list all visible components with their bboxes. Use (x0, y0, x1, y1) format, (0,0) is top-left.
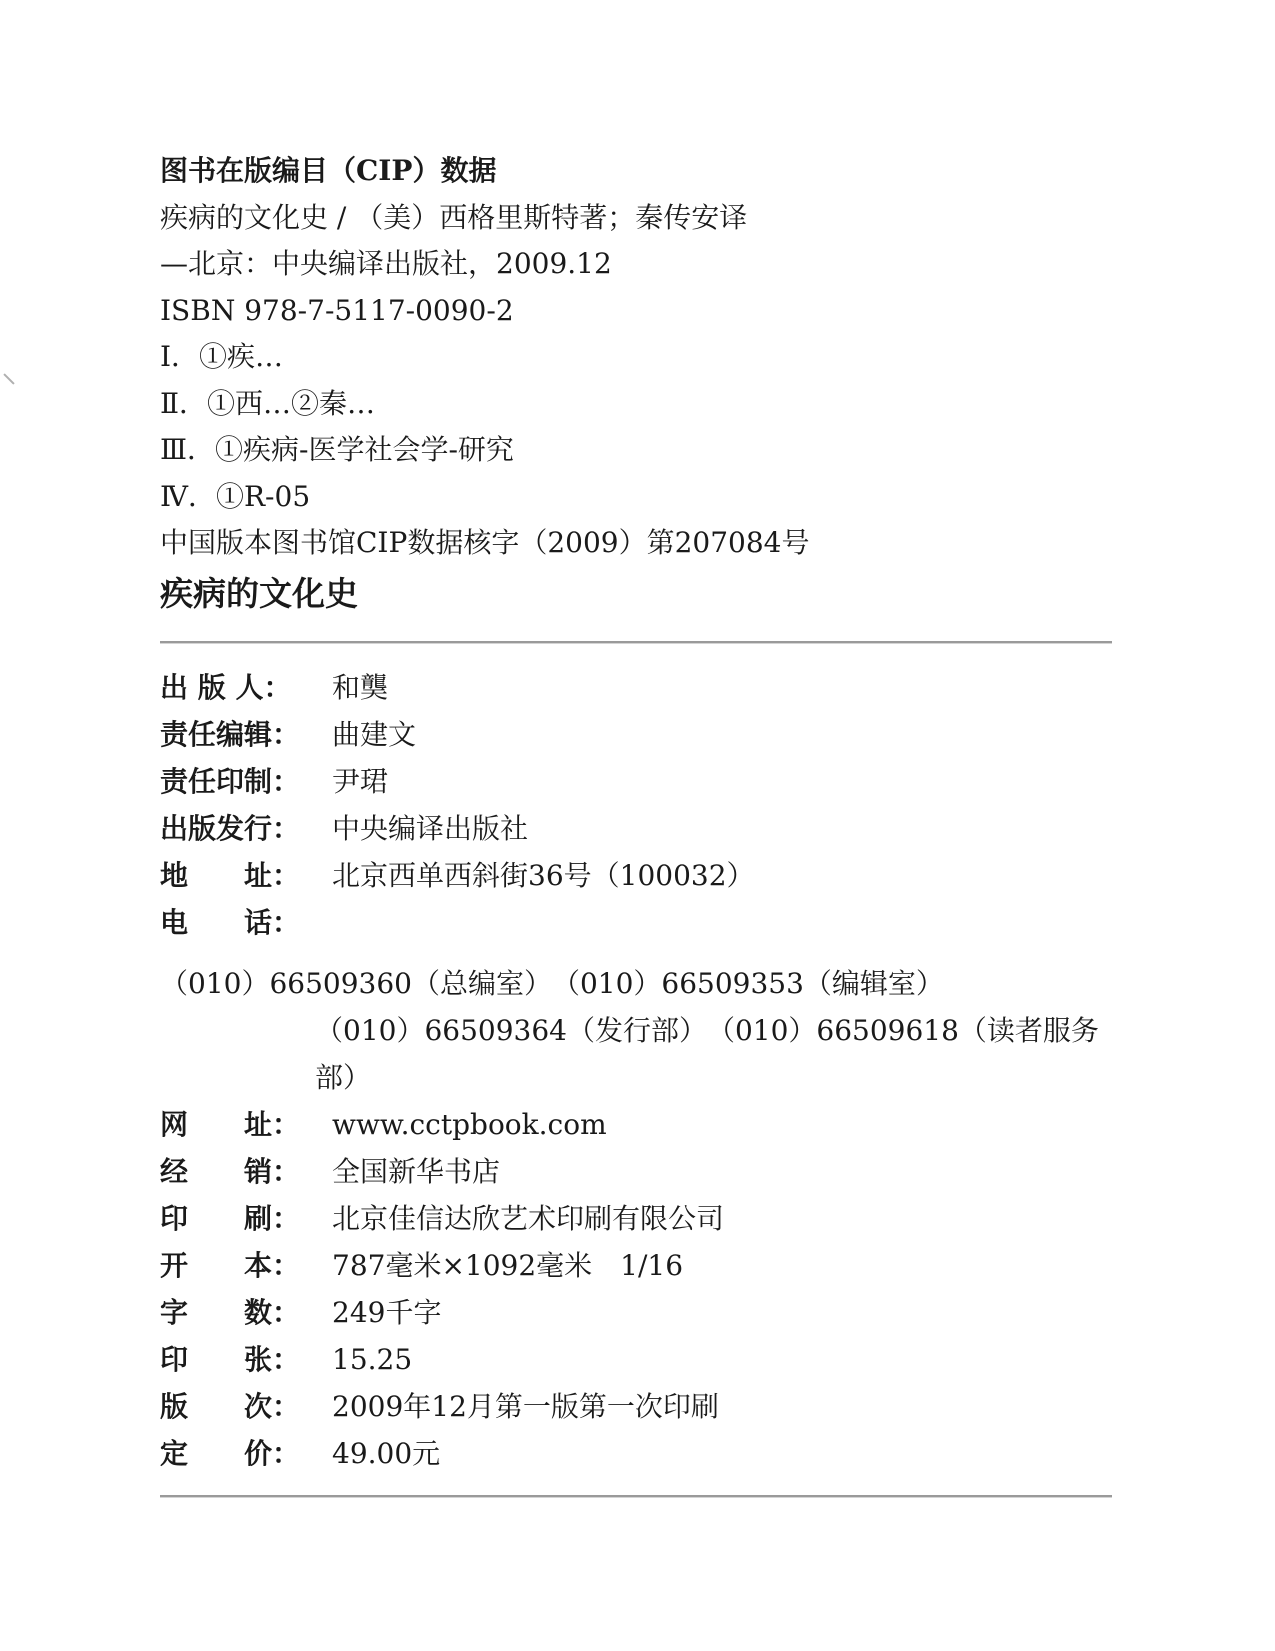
info-row-printer (160, 1195, 1110, 1242)
info-row-phone (160, 899, 1110, 1101)
top-divider (160, 641, 1112, 644)
info-label: 网 址： (160, 1107, 301, 1141)
phone-line-1 (160, 899, 1110, 1007)
info-row-seller (160, 1148, 1110, 1195)
cip-subject-1: Ⅰ．①疾… (160, 340, 284, 373)
info-row-distribution (160, 805, 1110, 852)
info-value: 2009年12月第一版第一次印刷 (332, 1389, 719, 1423)
info-row-edition (160, 1383, 1110, 1430)
info-label: 印 张： (160, 1342, 301, 1376)
info-row-website (160, 1101, 1110, 1148)
phone-numbers-2: （010）66509364（发行部） （010）66509618（读者服务部） (315, 1013, 1099, 1094)
info-value: 北京佳信达欣艺术印刷有限公司 (332, 1201, 725, 1235)
website-link[interactable]: www.cctpbook.com (332, 1107, 607, 1141)
info-value: 曲建文 (332, 717, 417, 751)
phone-numbers-1: （010）66509360（总编室） （010）66509353（编辑室） (160, 966, 944, 1000)
book-title: 疾病的文化史 (160, 573, 358, 613)
info-label: 印 刷： (160, 1201, 301, 1235)
info-label: 责任编辑： (160, 717, 301, 751)
info-label: 地 址： (160, 858, 301, 892)
cip-record-number: 中国版本图书馆CIP数据核字（2009）第207084号 (160, 526, 810, 559)
cip-subject-3: Ⅲ．①疾病-医学社会学-研究 (160, 433, 514, 466)
info-row-word-count (160, 1289, 1110, 1336)
copyright-page (160, 148, 1110, 1498)
cip-title-line: 疾病的文化史 / （美）西格里斯特著；秦传安译 (160, 200, 748, 234)
info-value: 北京西单西斜街36号（100032） (332, 858, 755, 892)
cip-subject-2: Ⅱ．①西…②秦… (160, 386, 376, 420)
info-value: 15.25 (332, 1342, 413, 1376)
info-row-sheets (160, 1336, 1110, 1383)
info-row-print-manager (160, 758, 1110, 805)
info-label: 字 数： (160, 1295, 301, 1329)
info-value: 49.00元 (332, 1436, 441, 1470)
info-label: 经 销： (160, 1154, 301, 1188)
bottom-divider (160, 1495, 1112, 1498)
info-value: 和龑 (332, 670, 389, 704)
info-value: 全国新华书店 (332, 1154, 501, 1188)
info-row-publisher (160, 664, 1110, 711)
info-value: 787毫米×1092毫米 1/16 (332, 1248, 684, 1282)
cip-heading: 图书在版编目（CIP）数据 (160, 154, 497, 187)
info-value: 中央编译出版社 (332, 811, 529, 845)
info-label: 开 本： (160, 1248, 301, 1282)
cip-subject-4: Ⅳ．①R-05 (160, 479, 311, 513)
cip-publisher-line: —北京：中央编译出版社，2009.12 (160, 247, 612, 280)
info-label: 出 版 人： (160, 670, 292, 704)
info-row-price (160, 1430, 1110, 1477)
info-label: 版 次： (160, 1389, 301, 1423)
info-row-format (160, 1242, 1110, 1289)
info-label: 出版发行： (160, 811, 301, 845)
info-row-editor (160, 711, 1110, 758)
cip-isbn-line: ISBN 978-7-5117-0090-2 (160, 293, 514, 327)
info-value: 249千字 (332, 1295, 442, 1329)
info-value: 尹珺 (332, 764, 389, 798)
info-label: 责任印制： (160, 764, 301, 798)
info-row-address (160, 852, 1110, 899)
info-label: 电 话： (160, 905, 301, 939)
scan-artifact-mark (3, 373, 14, 384)
publication-info (160, 664, 1110, 1477)
info-label: 定 价： (160, 1436, 301, 1470)
